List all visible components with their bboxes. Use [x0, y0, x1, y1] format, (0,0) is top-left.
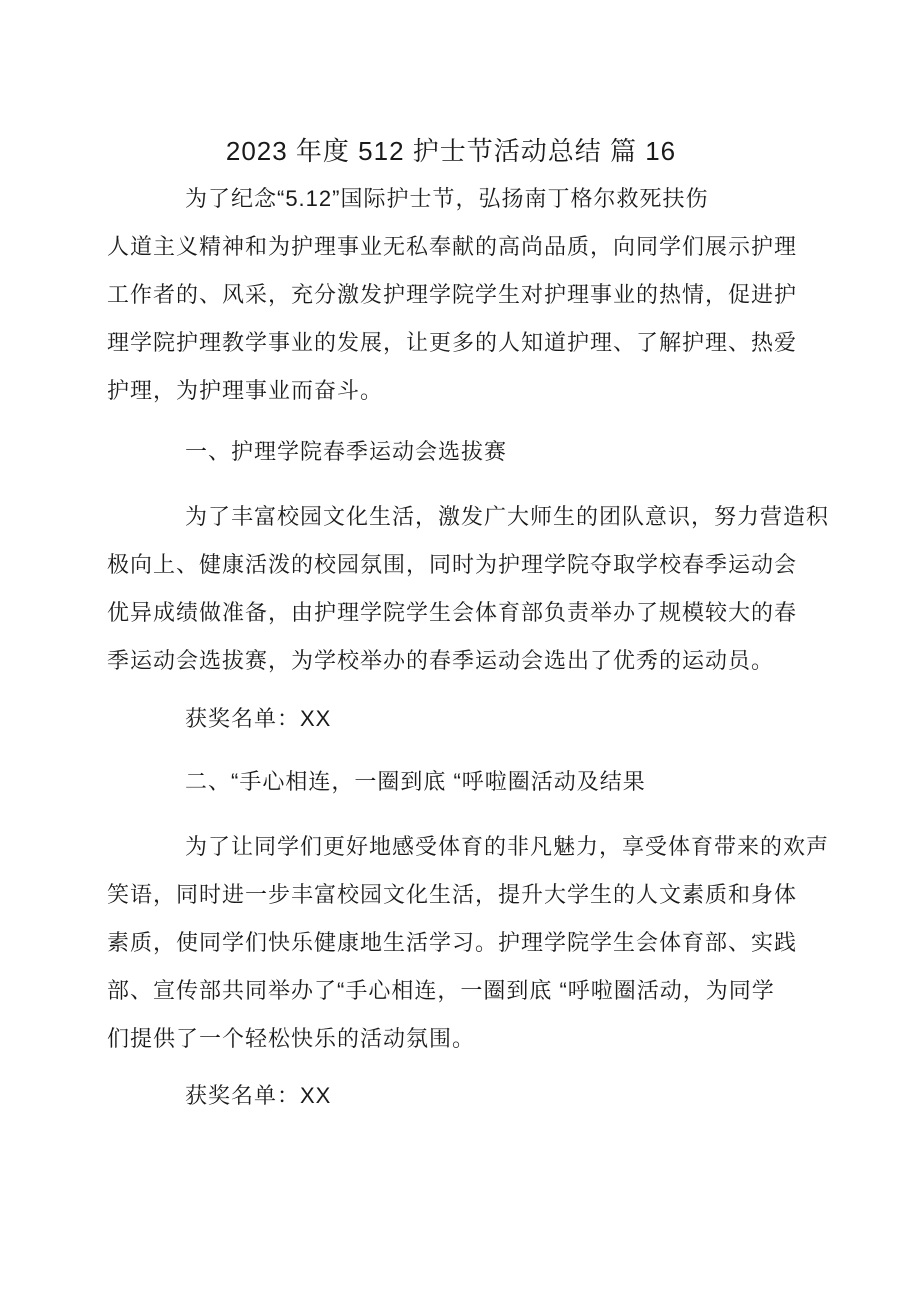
text-line: 工作者的、风采，充分激发护理学院学生对护理事业的热情，促进护	[107, 282, 798, 307]
award-list-line-1: 获奖名单：XX	[185, 706, 332, 731]
text-line: 理学院护理教学事业的发展，让更多的人知道护理、了解护理、热爱	[107, 330, 798, 355]
paragraph-intro	[107, 175, 798, 415]
text-line: 优异成绩做准备，由护理学院学生会体育部负责举办了规模较大的春	[107, 600, 798, 625]
text-line: 护理，为护理事业而奋斗。	[107, 378, 384, 403]
text-line: 素质，使同学们快乐健康地生活学习。护理学院学生会体育部、实践	[107, 930, 798, 955]
text-line: 们提供了一个轻松快乐的活动氛围。	[107, 1026, 476, 1051]
text-line: 笑语，同时进一步丰富校园文化生活，提升大学生的人文素质和身体	[107, 882, 798, 907]
paragraph-section-2	[107, 823, 830, 1063]
text-line: 为了丰富校园文化生活，激发广大师生的团队意识，努力营造积	[185, 504, 830, 529]
text-line: 为了让同学们更好地感受体育的非凡魅力，享受体育带来的欢声	[185, 834, 830, 859]
text-line: 为了纪念“5.12”国际护士节，弘扬南丁格尔救死扶伤	[185, 186, 709, 211]
section-heading-2: 二、“手心相连，一圈到底 “呼啦圈活动及结果	[185, 769, 646, 794]
document-title: 2023 年度 512 护士节活动总结 篇 16	[225, 136, 677, 166]
award-list-line-2: 获奖名单：XX	[185, 1083, 332, 1108]
section-heading-1: 一、护理学院春季运动会选拔赛	[185, 439, 508, 464]
text-line: 部、宣传部共同举办了“手心相连，一圈到底 “呼啦圈活动，为同学	[107, 978, 775, 1003]
text-line: 极向上、健康活泼的校园氛围，同时为护理学院夺取学校春季运动会	[107, 552, 798, 577]
text-line: 人道主义精神和为护理事业无私奉献的高尚品质，向同学们展示护理	[107, 234, 798, 259]
text-line: 季运动会选拔赛，为学校举办的春季运动会选出了优秀的运动员。	[107, 648, 775, 673]
paragraph-section-1	[107, 493, 830, 685]
